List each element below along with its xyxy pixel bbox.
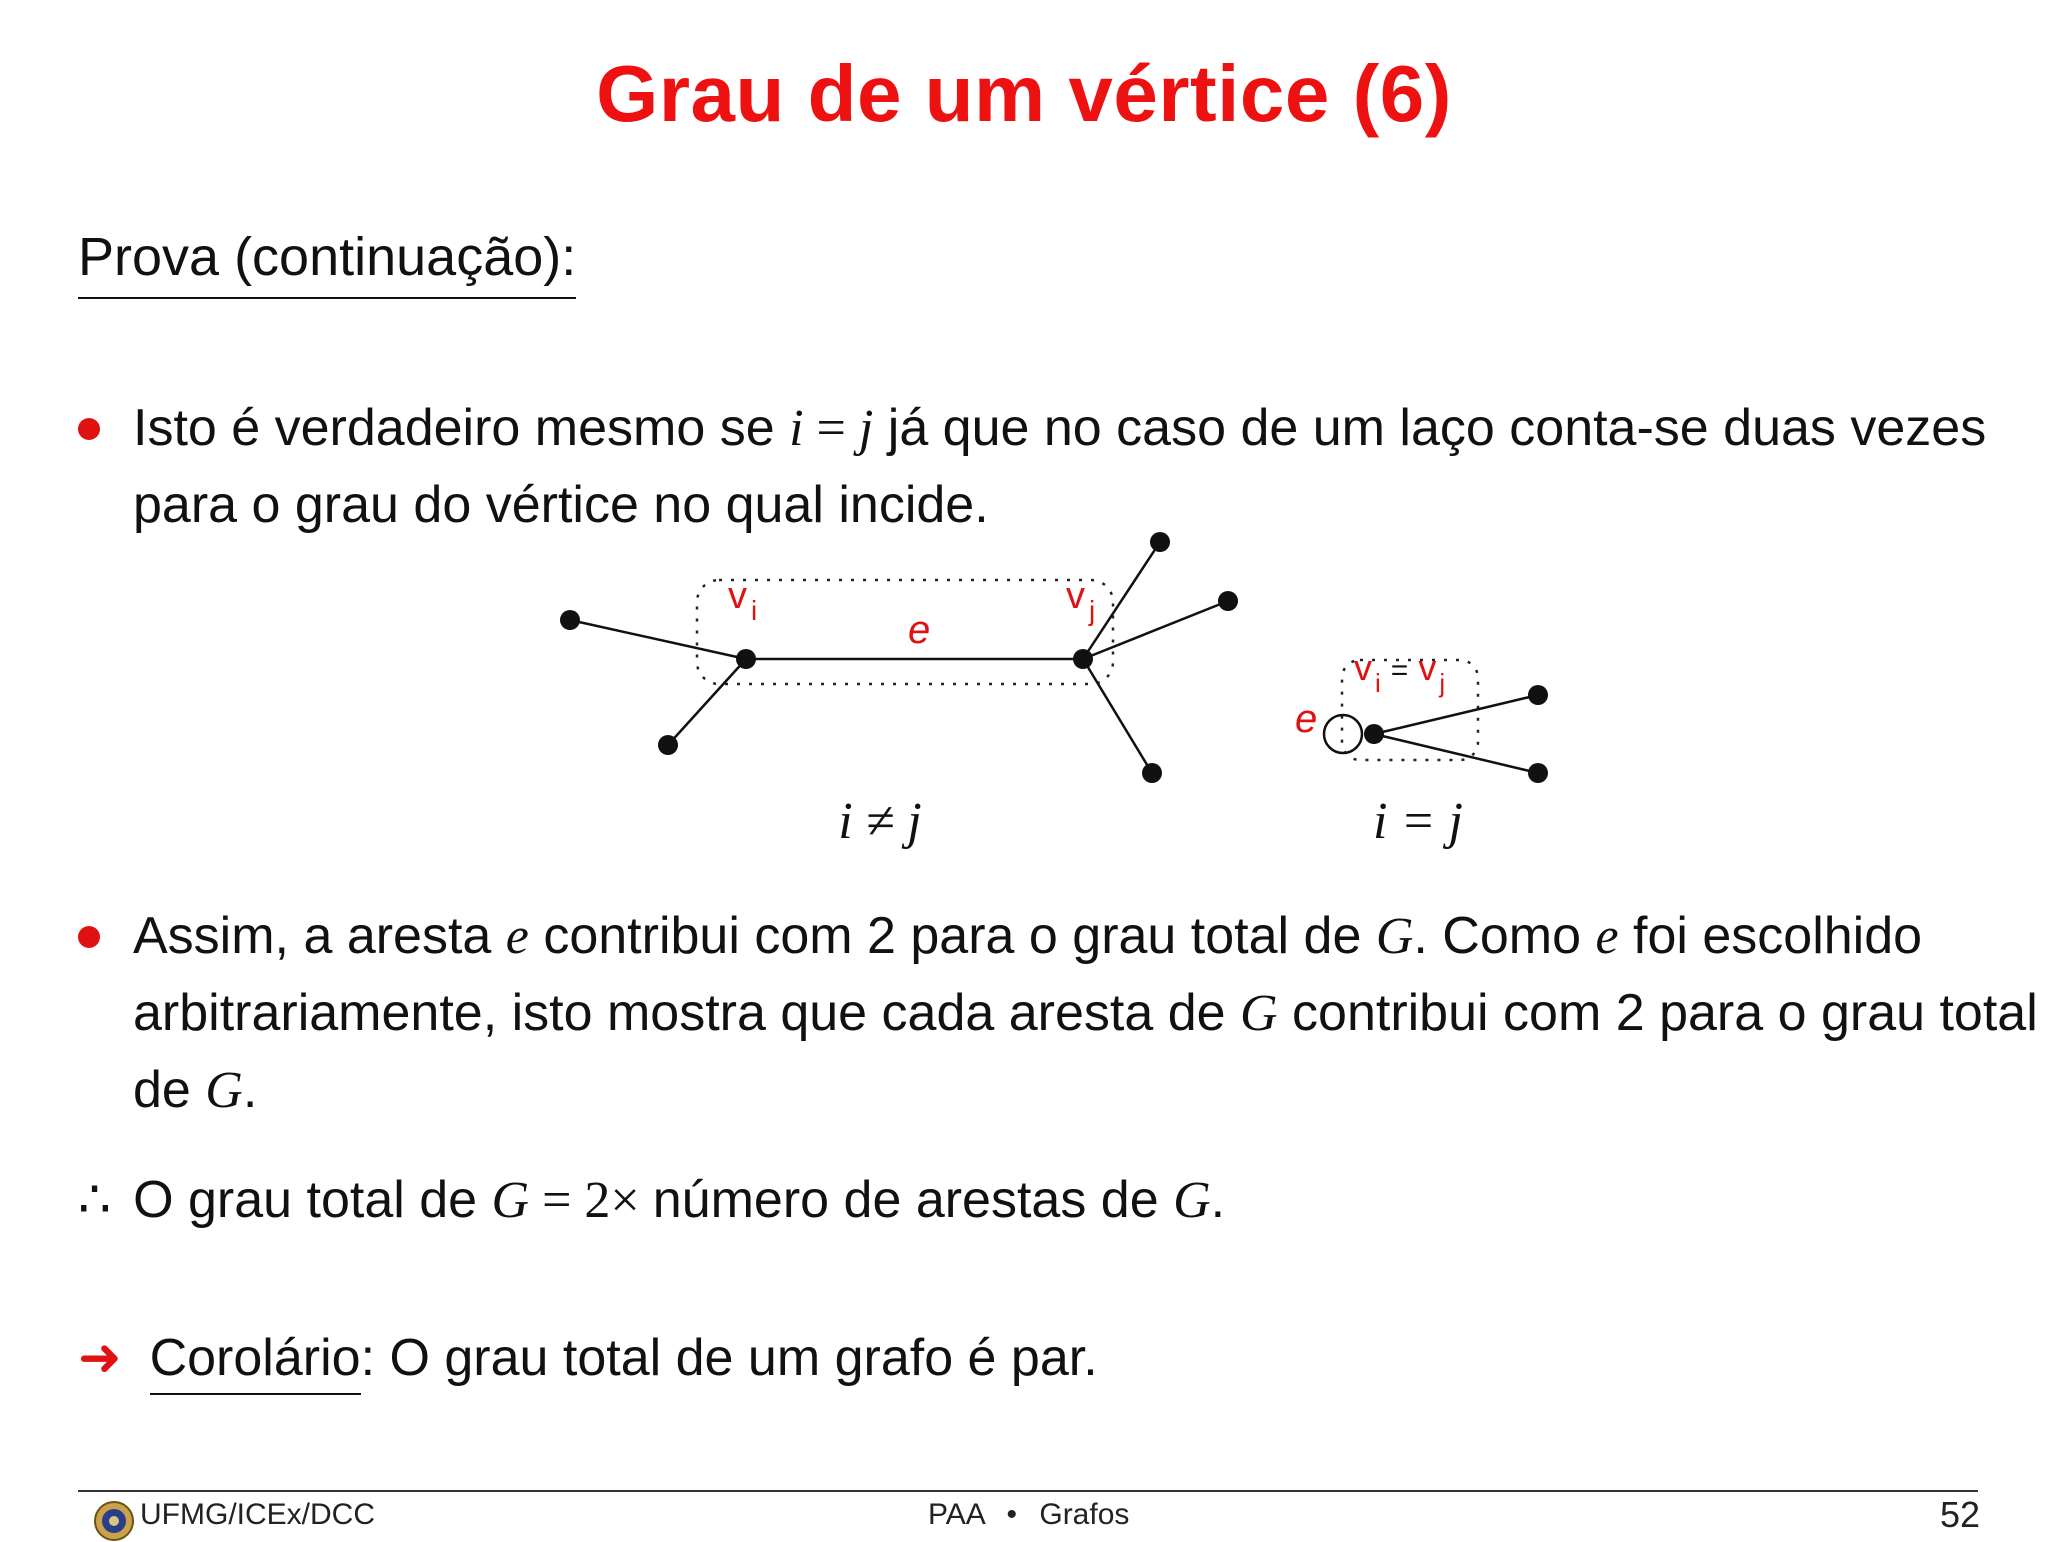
text-span: Assim, a aresta bbox=[133, 907, 506, 965]
university-seal-icon bbox=[93, 1500, 135, 1542]
footer-rule bbox=[78, 1490, 1978, 1492]
bullet-dot bbox=[78, 418, 100, 440]
math-g: G bbox=[491, 1172, 530, 1229]
math-e: e bbox=[1595, 908, 1619, 965]
vertex-vj bbox=[1073, 649, 1093, 669]
footer-topic: Grafos bbox=[1039, 1498, 1130, 1531]
math-j: j bbox=[858, 400, 874, 457]
edge-right-2 bbox=[1083, 601, 1228, 659]
math-eq: = bbox=[803, 400, 859, 457]
loop-edge bbox=[1324, 715, 1362, 753]
therefore-line bbox=[78, 1170, 1225, 1230]
text-span: . bbox=[242, 1061, 258, 1119]
arrow-icon: ➜ bbox=[78, 1329, 122, 1387]
vertex bbox=[560, 610, 580, 630]
math-eq: = 2× bbox=[529, 1172, 653, 1229]
caption-i-neq-j: i ≠ j bbox=[838, 793, 922, 850]
therefore-symbol: ∴ bbox=[78, 1172, 112, 1229]
slide-title: Grau de um vértice (6) bbox=[596, 49, 1452, 138]
bullet-dot bbox=[78, 926, 100, 948]
label-edge-e: e bbox=[908, 608, 931, 652]
text-span: número de arestas de bbox=[652, 1171, 1174, 1229]
edge-left-2 bbox=[668, 659, 746, 745]
text-span: Isto é verdadeiro mesmo se bbox=[133, 399, 790, 457]
proof-heading bbox=[78, 226, 576, 288]
vertex-degree-diagram bbox=[0, 520, 2048, 880]
vertex bbox=[1528, 763, 1548, 783]
edge-loop-right-2 bbox=[1374, 734, 1538, 773]
text-span: contribui com 2 para o grau total de bbox=[133, 984, 2038, 1119]
text-span: : bbox=[360, 1329, 376, 1387]
label-vi-left: v $_i$ bbox=[728, 575, 758, 626]
corollary-line bbox=[78, 1328, 1098, 1388]
edge-loop-right-1 bbox=[1374, 695, 1538, 734]
math-i: i bbox=[789, 400, 804, 457]
dotted-box-left bbox=[697, 580, 1113, 684]
vertex bbox=[1218, 591, 1238, 611]
text-span: . bbox=[1210, 1171, 1226, 1229]
math-g: G bbox=[1173, 1172, 1211, 1229]
footer-course bbox=[928, 1498, 1129, 1532]
corollary-text: O grau total de um grafo é par. bbox=[375, 1329, 1098, 1387]
text-span: O grau total de bbox=[133, 1171, 492, 1229]
text-span: já que no caso de um laço conta-se duas vezes para o grau do vértice no qual incide. bbox=[133, 399, 1987, 534]
edge-left-1 bbox=[570, 620, 746, 659]
math-g: G bbox=[205, 1062, 243, 1119]
corollary-label: Corolário bbox=[150, 1329, 361, 1395]
math-e: e bbox=[505, 908, 529, 965]
label-loop-e: e bbox=[1295, 697, 1318, 741]
proof-heading-text: Prova (continuação): bbox=[78, 227, 576, 299]
footer-course-name: PAA bbox=[928, 1498, 985, 1531]
vertex bbox=[658, 735, 678, 755]
caption-i-eq-j: i = j bbox=[1373, 793, 1463, 850]
label-vi-eq-vj: v $_i$ = v $_j$ bbox=[1354, 647, 1446, 698]
math-g: G bbox=[1240, 985, 1278, 1042]
edge-right-3 bbox=[1083, 659, 1152, 773]
footer-separator: • bbox=[1006, 1498, 1018, 1531]
text-span: foi escolhido arbitrariamente, isto mostra que cada aresta de bbox=[133, 907, 1923, 1042]
vertex bbox=[1528, 685, 1548, 705]
text-span: . Como bbox=[1413, 907, 1596, 965]
label-vj-left: v $_j$ bbox=[1066, 575, 1096, 626]
page-number: 52 bbox=[1940, 1494, 1981, 1535]
vertex-vi bbox=[736, 649, 756, 669]
bullet-text-2 bbox=[133, 898, 2048, 1129]
math-g: G bbox=[1375, 908, 1414, 965]
vertex bbox=[1142, 763, 1162, 783]
vertex-vi-vj bbox=[1364, 724, 1384, 744]
vertex bbox=[1150, 532, 1170, 552]
footer-institution: UFMG/ICEx/DCC bbox=[140, 1498, 375, 1531]
text-span: contribui com 2 para o grau total de bbox=[528, 907, 1376, 965]
